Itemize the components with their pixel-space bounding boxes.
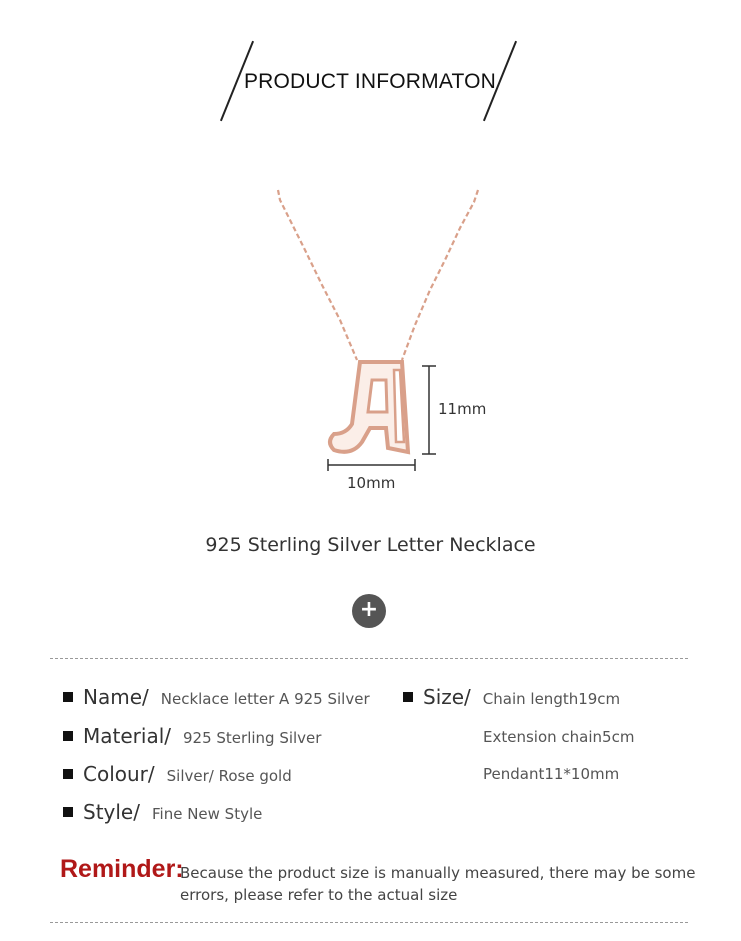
bullet-icon [403,692,413,702]
size-line-1: Chain length19cm [482,690,621,708]
bullet-icon [63,692,73,702]
spec-value: Necklace letter A 925 Silver [160,690,370,708]
size-line-2: Extension chain5cm [483,728,635,746]
bullet-icon [63,731,73,741]
spec-size [403,685,620,709]
spec-value: 925 Sterling Silver [183,729,322,747]
width-label: 10mm [347,474,396,492]
spec-value: Silver/ Rose gold [166,767,292,785]
bullet-icon [63,807,73,817]
spec-value: Fine New Style [151,805,263,823]
spec-name [63,685,370,709]
spec-key: Material/ [83,724,171,748]
height-dimension [422,366,436,454]
necklace-image [260,180,500,480]
size-line-3: Pendant11*10mm [483,765,620,783]
necklace-chain-right [402,190,478,360]
width-dimension [328,459,415,471]
spec-colour [63,762,292,786]
divider-top [50,658,688,659]
page-title: PRODUCT INFORMATON [243,70,497,93]
spec-key: Size/ [423,685,471,709]
divider-bottom [50,922,688,923]
bullet-icon [63,769,73,779]
spec-material [63,724,321,748]
necklace-chain-left [278,190,357,360]
reminder-label: Reminder: [60,855,184,883]
reminder-text: Because the product size is manually measured, there may be some errors, please refer to the actual size [180,864,696,904]
product-name: 925 Sterling Silver Letter Necklace [205,534,536,556]
expand-button[interactable]: + [352,594,386,628]
spec-key: Style/ [83,800,140,824]
pendant-letter-a [330,362,408,452]
spec-key: Colour/ [83,762,155,786]
spec-key: Name/ [83,685,149,709]
height-label: 11mm [438,400,487,418]
spec-style [63,800,262,824]
